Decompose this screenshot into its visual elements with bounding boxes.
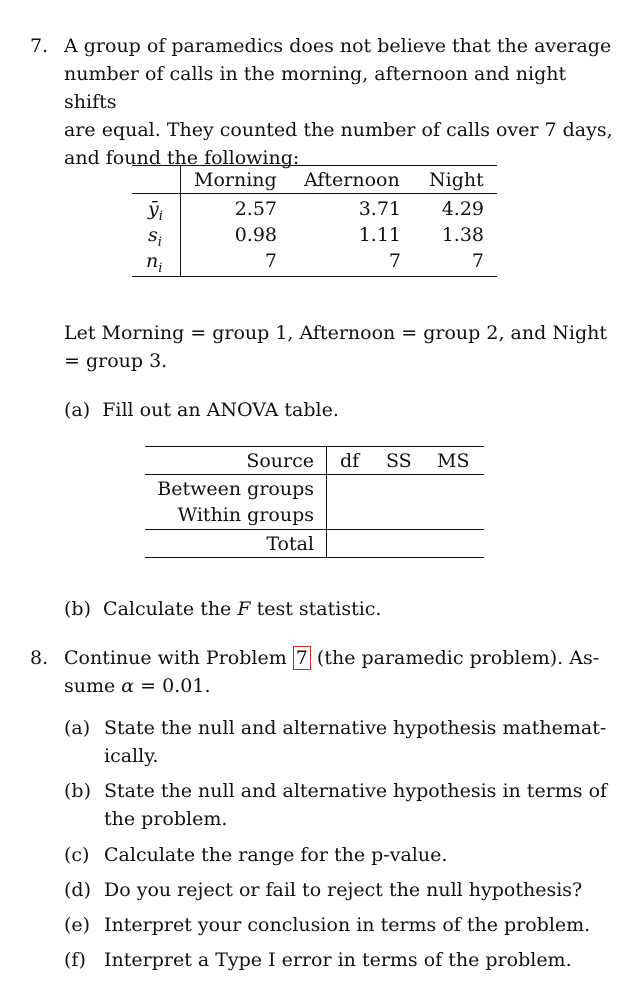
row-label-base: n xyxy=(146,250,159,272)
problem-8-part-b xyxy=(64,777,624,833)
statement-text: (the paramedic problem). As- xyxy=(310,647,600,669)
anova-table xyxy=(145,446,484,558)
problem-8-part-c xyxy=(64,841,624,869)
statement-line: A group of paramedics does not believe that the average xyxy=(64,35,612,57)
table-vertical-rule xyxy=(180,165,181,276)
part-label: (b) xyxy=(64,598,91,620)
table-cell: 1.11 xyxy=(358,224,401,246)
row-label-sub: i xyxy=(157,234,162,250)
table-cell: 7 xyxy=(264,250,277,272)
problem-8-part-d xyxy=(64,876,624,904)
anova-header-ss: SS xyxy=(386,450,412,472)
part-label: (f) xyxy=(64,949,86,971)
part-text-post: test statistic. xyxy=(250,598,382,620)
group-definition xyxy=(64,319,624,375)
anova-header-ms: MS xyxy=(437,450,470,472)
table-cell: 0.98 xyxy=(234,224,277,246)
anova-row-between: Between groups xyxy=(157,478,314,500)
table-cell: 7 xyxy=(388,250,401,272)
statement-line: number of calls in the morning, afternoon and night shifts xyxy=(64,63,567,113)
part-text-line: State the null and alternative hypothesis in terms of xyxy=(104,780,608,802)
problem-7-part-a xyxy=(64,396,604,424)
f-variable: F xyxy=(237,598,251,620)
statement-line: are equal. They counted the number of calls over 7 days, xyxy=(64,119,613,141)
part-label: (e) xyxy=(64,914,91,936)
column-header-afternoon: Afternoon xyxy=(304,169,400,191)
part-label: (c) xyxy=(64,844,90,866)
problem-reference-link[interactable]: 7 xyxy=(293,646,311,670)
problem-8-part-e xyxy=(64,911,624,939)
table-cell: 3.71 xyxy=(358,198,401,220)
table-cell: 4.29 xyxy=(441,198,484,220)
table-cell: 7 xyxy=(471,250,484,272)
anova-vertical-rule xyxy=(326,446,327,557)
table-cell: 1.38 xyxy=(441,224,484,246)
column-header-night: Night xyxy=(429,169,484,191)
part-text-line: State the null and alternative hypothesis mathemat- xyxy=(104,717,607,739)
statement-text: sume xyxy=(64,675,122,697)
group-definition-line: = group 3. xyxy=(64,350,168,372)
group-definition-line: Let Morning = group 1, Afternoon = group 2, and Night xyxy=(64,322,608,344)
problem-7-part-b xyxy=(64,595,604,623)
problem-number: 8. xyxy=(30,647,49,669)
problem-8-part-f xyxy=(64,946,624,974)
table-bottom-rule xyxy=(132,276,497,277)
statement-text: Continue with Problem xyxy=(64,647,293,669)
statement-line xyxy=(64,672,614,700)
statement-text: = 0.01. xyxy=(134,675,211,697)
part-label: (d) xyxy=(64,879,91,901)
part-text-pre: Calculate the xyxy=(103,598,238,620)
alpha-symbol: α xyxy=(121,675,135,697)
row-label-n xyxy=(146,247,162,283)
anova-top-rule xyxy=(145,446,484,447)
part-label: (b) xyxy=(64,780,91,802)
anova-total-rule xyxy=(145,529,484,530)
problem-7-statement xyxy=(64,32,614,172)
anova-header-source: Source xyxy=(246,450,314,472)
part-text xyxy=(104,714,606,770)
problem-8-statement xyxy=(64,644,614,700)
anova-header-df: df xyxy=(340,450,360,472)
statement-line xyxy=(64,644,614,672)
part-text: Fill out an ANOVA table. xyxy=(102,399,339,421)
part-text: Calculate the range for the p-value. xyxy=(104,844,448,866)
problem-number: 7. xyxy=(30,35,49,57)
part-label: (a) xyxy=(64,717,91,739)
row-label-sub: i xyxy=(158,260,163,276)
part-text: Interpret your conclusion in terms of the problem. xyxy=(104,914,591,936)
part-text xyxy=(103,598,381,620)
anova-row-total: Total xyxy=(266,533,314,555)
part-text-line: ically. xyxy=(104,745,159,767)
row-label-sub: i xyxy=(158,208,163,224)
part-label: (a) xyxy=(64,399,91,421)
row-label-base: ȳ xyxy=(148,198,159,220)
part-text-line: the problem. xyxy=(104,808,228,830)
column-header-morning: Morning xyxy=(194,169,277,191)
part-text: Do you reject or fail to reject the null hypothesis? xyxy=(104,879,583,901)
part-text xyxy=(104,777,607,833)
anova-bottom-rule xyxy=(145,557,484,558)
anova-row-within: Within groups xyxy=(177,504,314,526)
table-cell: 2.57 xyxy=(234,198,277,220)
part-text: Interpret a Type I error in terms of the problem. xyxy=(104,949,572,971)
problem-8-part-a xyxy=(64,714,624,770)
row-label-base: s xyxy=(148,224,158,246)
statement-line: and found the following: xyxy=(64,147,300,169)
